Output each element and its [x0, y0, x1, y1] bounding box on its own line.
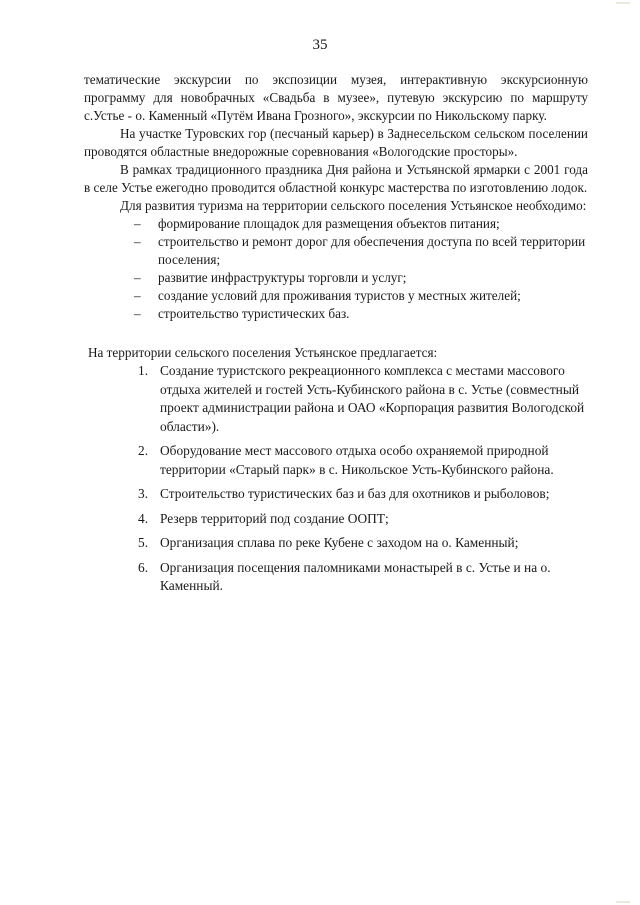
- list-item: – создание условий для проживания туристов у местных жителей;: [134, 287, 588, 305]
- list-item: [138, 559, 588, 596]
- list-item: [138, 485, 588, 504]
- proposals-list: [84, 362, 588, 596]
- item-number: 2.: [138, 443, 149, 458]
- list-item: [138, 534, 588, 553]
- page-number: 35: [312, 37, 328, 53]
- list-item: [138, 442, 588, 479]
- paragraph-tourism-needs: Для развития туризма на территории сельского поселения Устьянское необходимо:: [120, 198, 587, 213]
- item-text: Организация сплава по реке Кубене с заходом на о. Каменный;: [160, 535, 519, 550]
- item-number: 6.: [138, 559, 149, 575]
- item-number: 3.: [138, 486, 149, 501]
- list-item: – строительство и ремонт дорог для обеспечения доступа по всей территории поселения;: [134, 233, 588, 269]
- item-number: 5.: [138, 535, 149, 550]
- needs-list: [84, 215, 588, 323]
- paragraph-museum-excursions: тематические экскурсии по экспозиции музея, интерактивную экскурсионную программу для новобрачных «Свадьба в музее», путевую экскурсию по маршруту с.Устье - о. Каменный «Путём Ивана Грозного», экскурсии по Никольскому парку.: [84, 72, 588, 123]
- scan-mark-top: [616, 2, 630, 4]
- item-text: Резерв территорий под создание ООПТ;: [160, 510, 389, 526]
- list-item: – строительство туристических баз.: [134, 305, 588, 323]
- scan-mark-bottom: [616, 901, 630, 903]
- paragraph-turovskie-gory: На участке Туровских гор (песчаный карьер) в Заднесельском сельском поселении проводятся областные внедорожные соревнования «Вологодские просторы».: [84, 126, 588, 159]
- document-body: [84, 71, 588, 602]
- item-text: Строительство туристических баз и баз для охотников и рыболовов;: [160, 486, 550, 501]
- paragraph-proposals-lead: На территории сельского поселения Устьянское предлагается:: [88, 345, 438, 360]
- item-number: 4.: [138, 510, 149, 526]
- list-item: [138, 510, 588, 529]
- paragraph-boat-contest: В рамках традиционного праздника Дня района и Устьянской ярмарки с 2001 года в селе Устье ежегодно проводится областной конкурс мастерства по изготовлению лодок.: [84, 162, 588, 195]
- item-text: Организация посещения паломниками монастырей в с. Устье и на о. Каменный.: [160, 559, 551, 593]
- list-item: – развитие инфраструктуры торговли и услуг;: [134, 269, 588, 287]
- item-number: 1.: [138, 363, 149, 378]
- item-text: Оборудование мест массового отдыха особо охраняемой природной территории «Старый парк» в с. Никольское Усть-Кубинского района.: [160, 443, 554, 477]
- list-item: – формирование площадок для размещения объектов питания;: [134, 215, 588, 233]
- list-item: [138, 362, 588, 436]
- item-text: Создание туристского рекреационного комплекса с местами массового отдыха жителей и гостей Усть-Кубинского района в с. Устье (совместный проект администрации района и ОАО «Корпорация развития Вологодской области»).: [160, 363, 585, 434]
